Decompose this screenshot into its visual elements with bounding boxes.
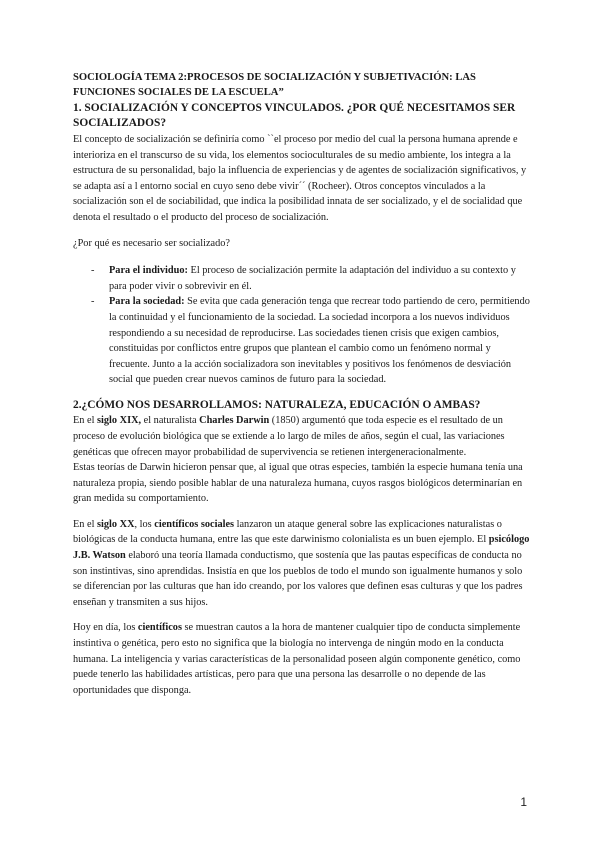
list-item-text: Se evita que cada generación tenga que recrear todo partiendo de cero, permitiendo la continuidad y el funcionamiento de la sociedad. La sociedad incorpora a los nuevos individuos respondiendo a su necesidad de reproducirse. Las sociedades tienen crisis que exigen cambios, constituidas por conflictos entre grupos que plantean el cambio como un fenómeno normal y frecuente. Junto a la acción socializadora son inevitables y positivos los fenómenos de desviación social que pueden crear nuevos caminos de futuro para la sociedad. bbox=[109, 296, 530, 386]
list-item-label: Para la sociedad: bbox=[109, 296, 185, 308]
section-2-paragraph-1 bbox=[73, 413, 533, 460]
list-item-label: Para el individuo: bbox=[109, 265, 188, 277]
list-item bbox=[73, 294, 533, 388]
bold-run: Charles Darwin bbox=[199, 415, 270, 427]
section-1-paragraph: El concepto de socialización se definiría como ``el proceso por medio del cual la persona humana aprende e interioriza en el transcurso de su vida, los elementos socioculturales de su medio ambiente, los integra a la estructura de su personalidad, bajo la influencia de experiencias y de agentes de socialización significativos, y se adapta así a l entorno social en cuyo seno debe vivir´´ (Rocheer). Otros conceptos vinculados a la socialización son el de sociabilidad, que indica la posibilidad innata de ser socializado, y el de socialidad que denota el resultado o el producto del proceso de socialización. bbox=[73, 134, 527, 223]
text-run: elaboró una teoría llamada conductismo, que sostenía que las pautas específicas de conducta no son instintivas, sino aprendidas. Insistía en que los pueblos de todo el mundo son igualmente humanos y solo se diferencian por las culturas que han ido creando, por los valores que definen esas culturas y que los padres enseñan y transmiten a sus hijos. bbox=[73, 550, 523, 608]
text-run: el naturalista bbox=[141, 415, 200, 427]
section-1-question: ¿Por qué es necesario ser socializado? bbox=[73, 237, 230, 249]
document-title: SOCIOLOGÍA TEMA 2:PROCESOS DE SOCIALIZACIÓN Y SUBJETIVACIÓN: LAS FUNCIONES SOCIALES DE LA ESCUELA” bbox=[73, 72, 476, 99]
list-item bbox=[73, 263, 533, 294]
bold-run: científicos sociales bbox=[154, 518, 235, 530]
section-2-paragraph-2: Estas teorías de Darwin hicieron pensar que, al igual que otras especies, también la especie humana tenía una naturaleza propia, siendo posible hablar de una naturaleza humana, cuyos rasgos biológicos determinarían en gran medida su comportamiento. bbox=[73, 462, 523, 505]
text-run: (1850) argumentó que toda especie es el resultado de un proceso de evolución biológica que se extiende a lo largo de miles de años, según el cual, las variaciones genéticas que ofrecen mayor probabilidad de supervivencia se retienen intergeneracionalmente. bbox=[73, 415, 505, 458]
section-2-paragraph-3 bbox=[73, 517, 533, 611]
section-2-paragraph-4 bbox=[73, 620, 533, 698]
text-run: En el bbox=[73, 518, 98, 530]
section-1-heading: 1. SOCIALIZACIÓN Y CONCEPTOS VINCULADOS. ¿POR QUÉ NECESITAMOS SER SOCIALIZADOS? bbox=[73, 101, 516, 130]
text-run: Hoy en día, los bbox=[73, 622, 138, 634]
bold-run: científicos bbox=[137, 622, 182, 634]
text-run: En el bbox=[73, 415, 98, 427]
bold-run: siglo XX bbox=[97, 518, 135, 530]
page-number: 1 bbox=[520, 795, 527, 809]
bold-run: psicólogo J.B. Watson bbox=[73, 534, 530, 562]
text-run: lanzaron un ataque general sobre las explicaciones naturalistas o biológicas de la conducta humana, entre las que este darwinismo colonialista es un buen ejemplo. El bbox=[73, 518, 502, 546]
bullet-dash: - bbox=[91, 296, 95, 308]
list-item-text: El proceso de socialización permite la adaptación del individuo a su contexto y para poder vivir o sobrevivir en él. bbox=[109, 265, 516, 292]
section-2-heading: 2.¿CÓMO NOS DESARROLLAMOS: NATURALEZA, EDUCACIÓN O AMBAS? bbox=[73, 398, 481, 411]
reasons-list bbox=[73, 263, 533, 388]
text-run: , los bbox=[134, 518, 155, 530]
text-run: se muestran cautos a la hora de mantener cualquier tipo de conducta simplemente instintiva o genética, pero esto no significa que la biología no intervenga de ningún modo en la conducta humana. La inteligencia y varias características de la personalidad poseen algún componente genético, como puede tenerlo las habilidades artísticas, pero para que una persona las desarrolle o no depende de las oportunidades que disponga. bbox=[73, 622, 521, 696]
bold-run: siglo XIX, bbox=[97, 415, 142, 427]
bullet-dash: - bbox=[91, 265, 95, 277]
document-page bbox=[73, 70, 533, 698]
